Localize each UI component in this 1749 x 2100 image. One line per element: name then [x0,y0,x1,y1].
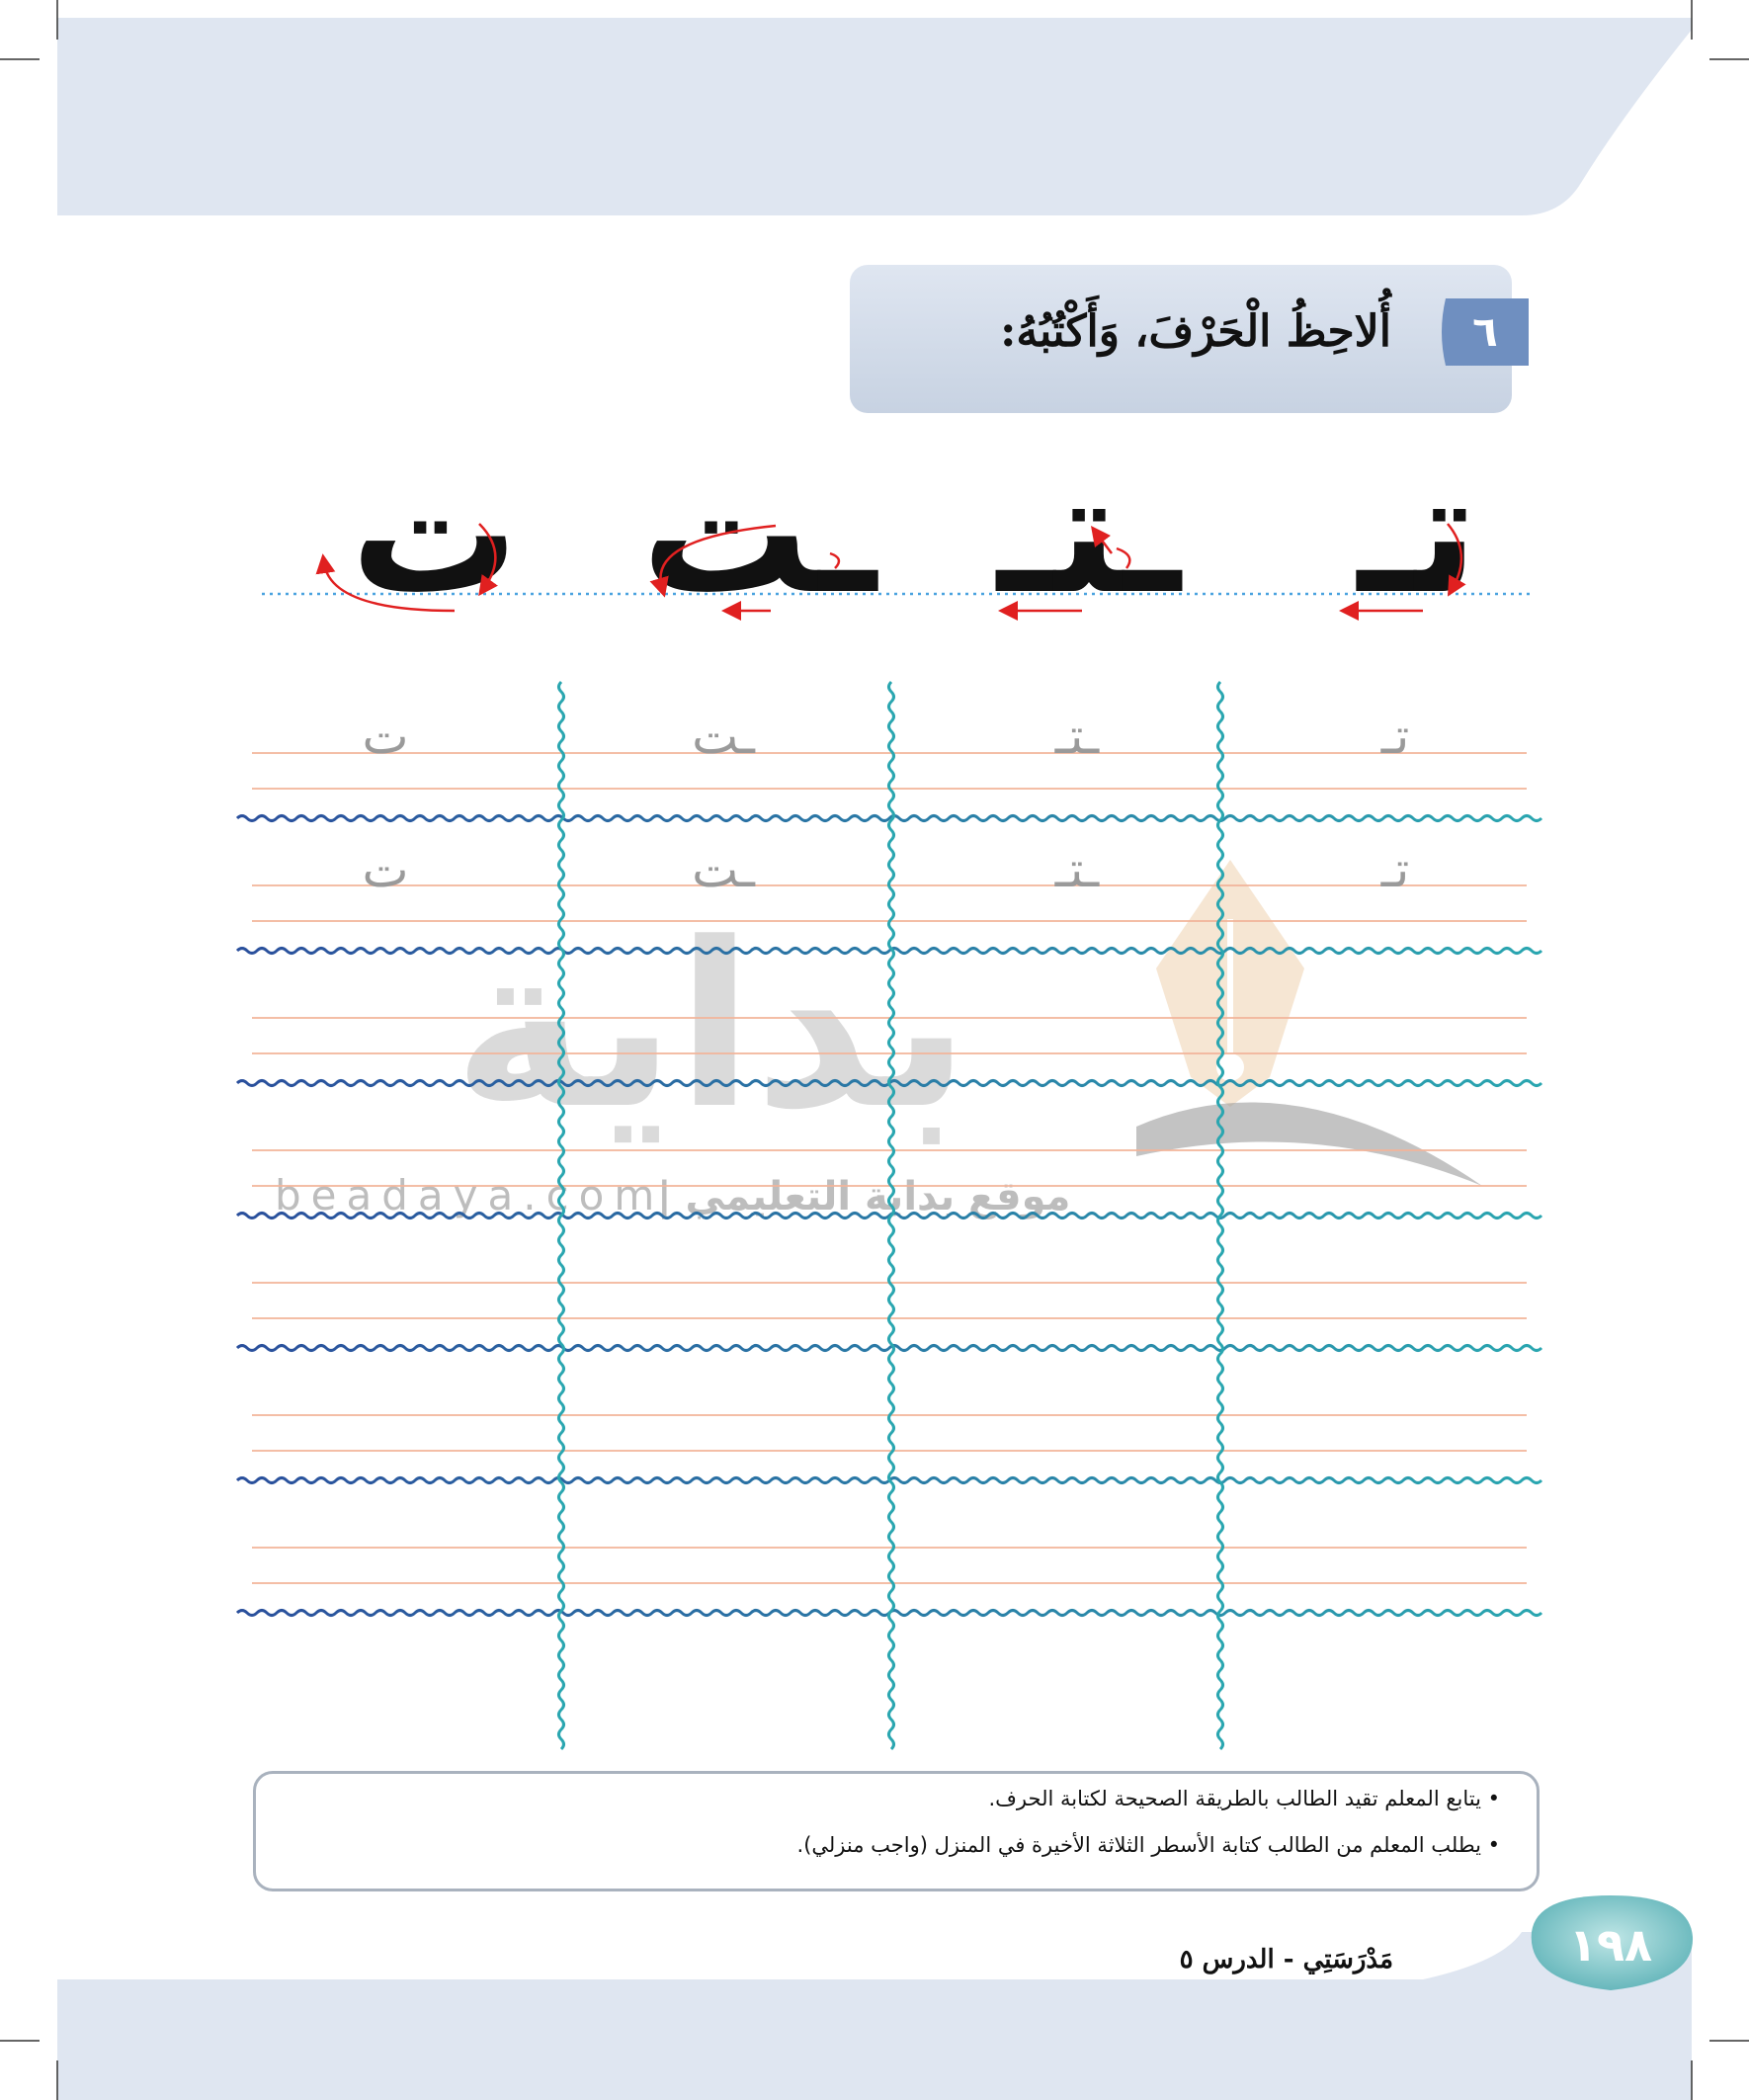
column-divider-wave [1218,682,1223,1749]
guide-letter: تـ [1380,841,1410,898]
instruction-text: أُلاحِظُ الْحَرْفَ، وَأَكْتُبُهُ: [1000,306,1391,357]
column-divider-wave [559,682,564,1749]
letter-final: ـت [640,436,877,631]
watermark-brand: بداية [453,895,970,1159]
letter-medial: ـتـ [997,436,1181,631]
row-divider-wave [237,816,1541,821]
guide-letter: ـت [692,841,755,898]
watermark-tagline: موقع بداية التعليمي | [657,1174,1071,1219]
row-divider-wave [237,949,1541,954]
teacher-note: • يطلب المعلم من الطالب كتابة الأسطر الثلاثة الأخيرة في المنزل (واجب منزلي). [796,1833,1500,1857]
row-divider-wave [237,1346,1541,1351]
guide-letter: ـتـ [1054,841,1100,898]
exercise-number: ٦ [1472,307,1498,356]
watermark-domain: beadaya.com [275,1171,665,1219]
book-title: مَدْرَسَتِي - الدرس ٥ [1179,1945,1393,1974]
column-divider-wave [889,682,894,1749]
letter-isolated: ت [350,436,520,631]
guide-letter: ـت [692,708,755,765]
page-number: ١٩٨ [1568,1918,1653,1972]
guide-letter: تـ [1380,708,1410,765]
guide-letter: ـتـ [1054,708,1100,765]
guide-letter: ت [362,708,409,765]
guide-letter: ت [362,841,409,898]
letter-initial: تـ [1358,436,1478,631]
teacher-note: • يتابع المعلم تقيد الطالب بالطريقة الصحيحة لكتابة الحرف. [988,1787,1500,1810]
